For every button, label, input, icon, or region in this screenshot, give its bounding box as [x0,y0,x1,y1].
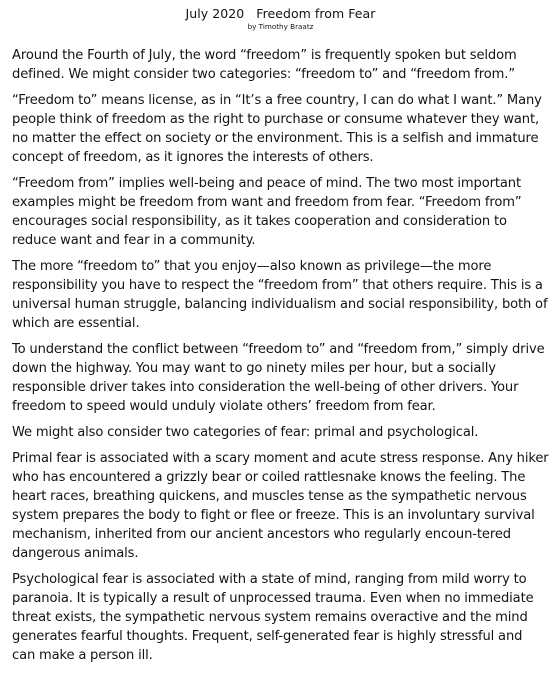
article-title: Freedom from Fear [256,6,376,21]
paragraph: To understand the conflict between “freedom to” and “freedom from,” simply drive down the highway. You may want to go ninety miles per hour, but a socially responsible driver takes into consideration the well-being of other drivers. Your freedom to speed would unduly violate others’ freedom from fear. [12,342,545,414]
paragraph: “Freedom to” means license, as in “It’s a free country, I can do what I want.” Many people think of freedom as the right to purchase or consume whatever they want, no matter the effect on society or the environment. This is a selfish and immature concept of freedom, as it ignores the interests of others. [12,93,542,165]
paragraph: Primal fear is associated with a scary moment and acute stress response. Any hiker who has encountered a grizzly bear or coiled rattlesnake knows the feeling. The heart races, breathing quickens, and muscles tense as the sympathetic nervous system prepares the body to fight or flee or freeze. This is an involuntary survival mechanism, inherited from our ancient ancestors who regularly encoun-tered dangerous animals. [12,451,549,561]
paragraph: Around the Fourth of July, the word “freedom” is frequently spoken but seldom defined. We might consider two categories: “freedom to” and “freedom from.” [12,48,517,82]
paragraph: Psychological fear is associated with a state of mind, ranging from mild worry to paranoia. It is typically a result of unprocessed trauma. Even when no immediate threat exists, the sympathetic nervous system remains overactive and the mind generates fearful thoughts. Frequent, self-generated fear is highly stressful and can make a person ill. [12,572,534,663]
article-date: July 2020 [185,6,245,21]
paragraph: The more “freedom to” that you enjoy—also known as privilege—the more responsibility you have to respect the “freedom from” that others require. This is a universal human struggle, balancing individualism and social responsibility, both of which are essential. [12,259,548,331]
article-header [12,6,549,32]
article-byline: by Timothy Braatz [247,22,314,31]
article-body [12,46,549,665]
paragraph: “Freedom from” implies well-being and peace of mind. The two most important examples might be freedom from want and freedom from fear. “Freedom from” encourages social responsibility, as it takes cooperation and consideration to reduce want and fear in a community. [12,176,522,248]
paragraph: We might also consider two categories of fear: primal and psychological. [12,425,479,440]
article-title-line [12,6,549,22]
